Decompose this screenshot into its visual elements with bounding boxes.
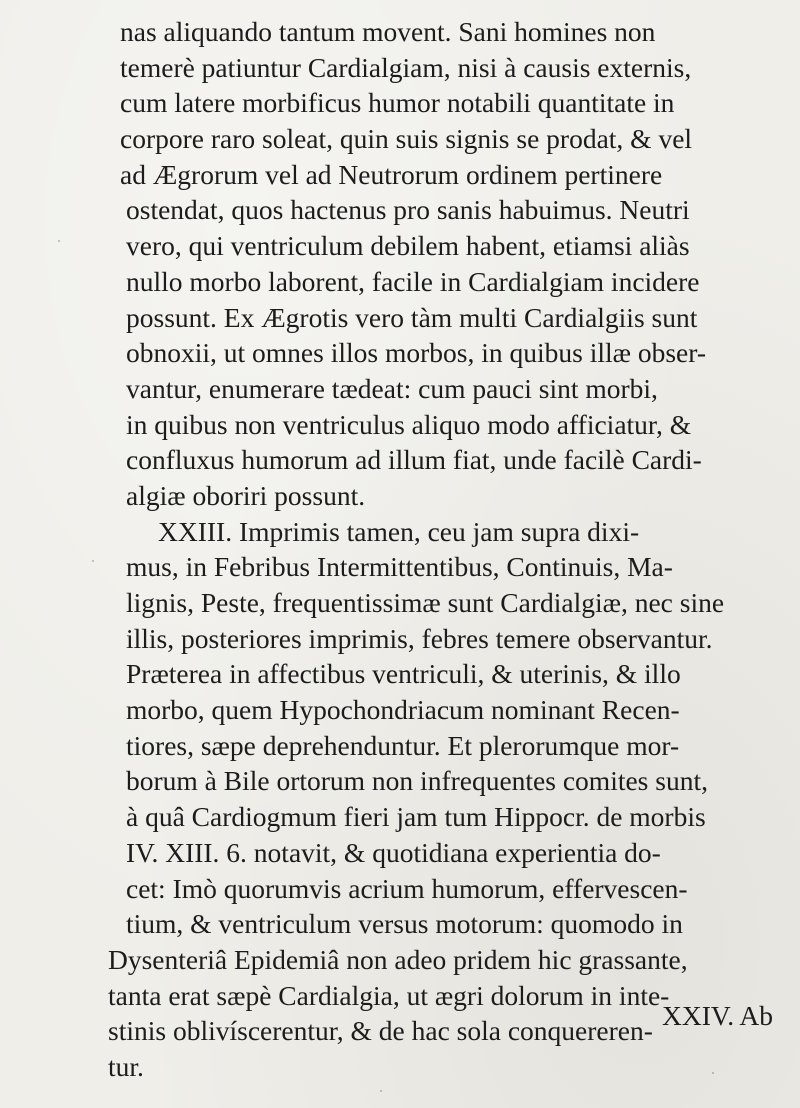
paper-speck	[58, 240, 60, 242]
text-line: illis, posteriores imprimis, febres temere observantur.	[126, 622, 713, 654]
catchword: XXIV. Ab	[662, 1000, 774, 1031]
text-line: vero, qui ventriculum debilem habent, etiamsi aliàs	[126, 230, 690, 262]
text-line: borum à Bile ortorum non infrequentes comites sunt,	[126, 765, 708, 797]
text-line: nas aliquando tantum movent. Sani homines non	[120, 16, 656, 47]
text-line: corpore raro soleat, quin suis signis se prodat, & vel	[120, 123, 693, 155]
text-line: tur.	[108, 1050, 144, 1082]
text-line: algiæ oboriri possunt.	[126, 479, 366, 511]
text-line: obnoxii, ut omnes illos morbos, in quibus illæ obser-	[126, 337, 707, 369]
text-line: à quâ Cardiogmum fieri jam tum Hippocr. de morbis	[126, 801, 706, 833]
section-heading-line: XXIII. Imprimis tamen, ceu jam supra dixi-	[158, 515, 640, 547]
paper-speck	[380, 1090, 382, 1092]
text-line: ostendat, quos hactenus pro sanis habuimus. Neutri	[126, 194, 690, 226]
text-line: temerè patiuntur Cardialgiam, nisi à causis externis,	[120, 51, 692, 83]
text-line: tiores, sæpe deprehenduntur. Et plerorumque mor-	[126, 729, 680, 761]
text-line: tium, & ventriculum versus motorum: quomodo in	[126, 908, 683, 940]
text-line: stinis oblivíscerentur, & de hac sola conquereren-	[108, 1015, 653, 1047]
text-line: Præterea in affectibus ventriculi, & uterinis, & illo	[126, 658, 681, 690]
paper-speck	[92, 560, 94, 562]
body-text	[108, 14, 778, 1085]
text-line: Dysenteriâ Epidemiâ non adeo pridem hic grassante,	[108, 943, 688, 975]
text-line: vantur, enumerare tædeat: cum pauci sint morbi,	[126, 372, 658, 404]
paper-speck	[712, 1072, 714, 1074]
text-line: confluxus humorum ad illum fiat, unde facilè Cardi-	[126, 444, 702, 476]
text-line: IV. XIII. 6. notavit, & quotidiana experientia do-	[126, 836, 661, 868]
text-line: morbo, quem Hypochondriacum nominant Recen-	[126, 694, 680, 726]
text-line: nullo morbo laborent, facile in Cardialgiam incidere	[126, 265, 700, 297]
text-line: tanta erat sæpè Cardialgia, ut ægri dolorum in inte-	[108, 979, 670, 1011]
text-line: cum latere morbificus humor notabili quantitate in	[120, 87, 675, 119]
text-line: possunt. Ex Ægrotis vero tàm multi Cardialgiis sunt	[126, 301, 698, 333]
text-line: ad Ægrorum vel ad Neutrorum ordinem pertinere	[120, 158, 663, 190]
text-line: lignis, Peste, frequentissimæ sunt Cardialgiæ, nec sine	[126, 587, 725, 618]
text-line: mus, in Febribus Intermittentibus, Continuis, Ma-	[126, 551, 673, 583]
text-line: in quibus non ventriculus aliquo modo afficiatur, &	[126, 408, 692, 440]
text-line: cet: Imò quorumvis acrium humorum, effervescen-	[126, 872, 688, 904]
